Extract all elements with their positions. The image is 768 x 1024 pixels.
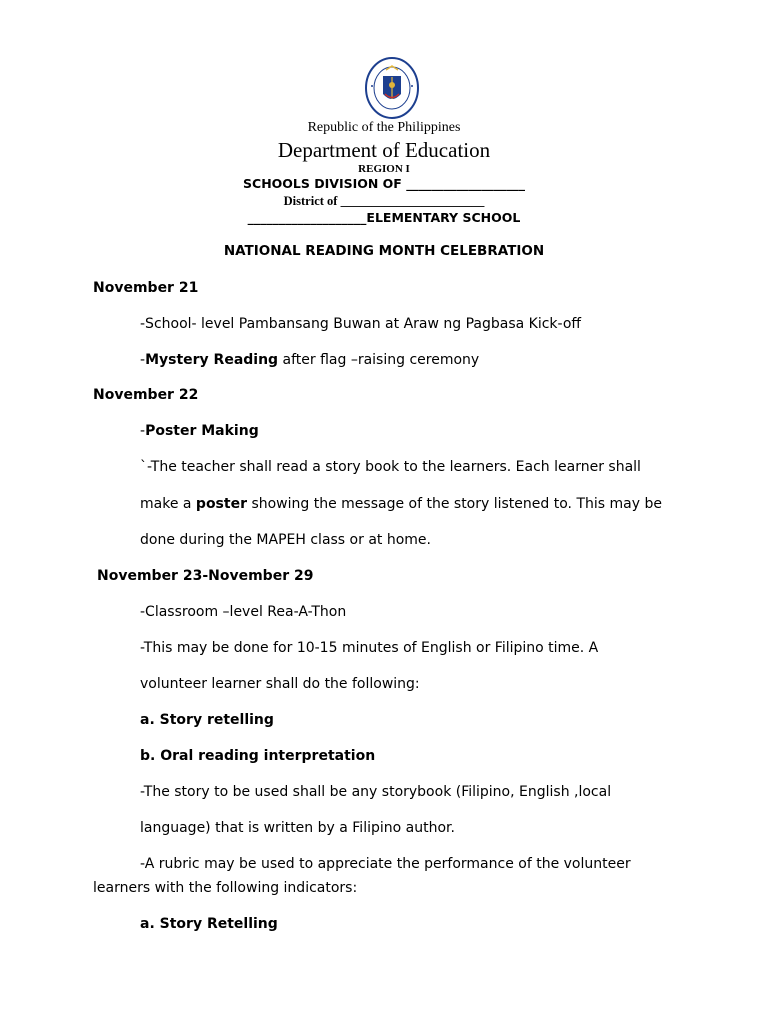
date-heading: November 22 xyxy=(93,387,199,403)
text-run-bold: Poster Making xyxy=(145,423,259,439)
text-run: make a xyxy=(140,496,196,512)
school-line: ___________________ELEMENTARY SCHOOL xyxy=(247,210,521,225)
text-run-bold: poster xyxy=(195,496,247,512)
paragraph-line: learners with the following indicators: xyxy=(93,880,358,896)
text-run: after flag –raising ceremony xyxy=(278,352,480,368)
republic-line: Republic of the Philippines xyxy=(307,120,461,135)
paragraph-line: -This may be done for 10-15 minutes of English or Filipino time. A xyxy=(140,640,599,656)
list-item: a. Story Retelling xyxy=(140,916,278,932)
paragraph-line: -The story to be used shall be any storybook (Filipino, English ,local xyxy=(140,784,612,800)
date-heading: November 21 xyxy=(93,280,199,296)
text-run: showing the message of the story listened to. This may be xyxy=(247,496,662,512)
paragraph-line: `-The teacher shall read a story book to the learners. Each learner shall xyxy=(140,459,641,475)
department-name: Department of Education xyxy=(277,138,491,162)
activity-line xyxy=(140,423,259,439)
paragraph-line xyxy=(140,496,662,512)
activity-line xyxy=(140,352,479,368)
list-item: a. Story retelling xyxy=(140,712,274,728)
deped-seal-icon xyxy=(364,56,420,120)
division-line: SCHOOLS DIVISION OF ___________________ xyxy=(243,176,525,191)
paragraph-line: language) that is written by a Filipino author. xyxy=(140,820,455,836)
paragraph-line: -A rubric may be used to appreciate the performance of the volunteer xyxy=(140,856,631,872)
paragraph-line: volunteer learner shall do the following: xyxy=(140,676,420,692)
date-heading: November 23-November 29 xyxy=(97,568,314,584)
district-line: District of _______________________ xyxy=(283,194,485,208)
text-run-bold: Mystery Reading xyxy=(145,352,279,368)
text-run: - xyxy=(140,423,146,439)
list-item: b. Oral reading interpretation xyxy=(140,748,376,764)
region-line: REGION I xyxy=(358,163,410,175)
document-title: NATIONAL READING MONTH CELEBRATION xyxy=(223,243,545,259)
activity-line: -Classroom –level Rea-A-Thon xyxy=(140,604,347,620)
text-run: - xyxy=(140,352,146,368)
activity-line: -School- level Pambansang Buwan at Araw ng Pagbasa Kick-off xyxy=(140,316,582,332)
paragraph-line: done during the MAPEH class or at home. xyxy=(140,532,431,548)
